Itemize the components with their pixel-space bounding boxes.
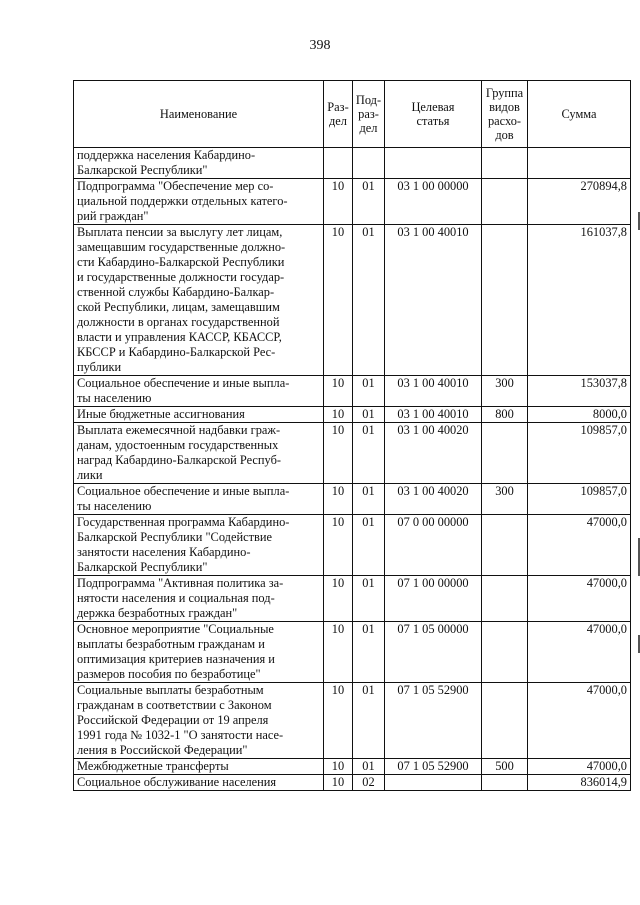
table-row xyxy=(74,775,631,791)
table-row xyxy=(74,515,631,576)
cell-name: Межбюджетные трансферты xyxy=(74,759,324,775)
cell-group xyxy=(482,179,528,225)
cell-sum: 47000,0 xyxy=(528,759,631,775)
table-row xyxy=(74,225,631,376)
cell-subsection: 01 xyxy=(353,576,385,622)
cell-sum: 153037,8 xyxy=(528,376,631,407)
cell-target: 07 1 05 00000 xyxy=(385,622,482,683)
cell-name: Подпрограмма "Обеспечение мер со- циальной поддержки отдельных катего- рий граждан" xyxy=(74,179,324,225)
cell-group xyxy=(482,423,528,484)
cell-sum xyxy=(528,148,631,179)
cell-group: 300 xyxy=(482,376,528,407)
cell-name: Государственная программа Кабардино- Балкарской Республики "Содействие занятости населения Кабардино- Балкарской Республики" xyxy=(74,515,324,576)
cell-name: Выплата пенсии за выслугу лет лицам, замещавшим государственные должно- сти Кабардино-Балкарской Республики и государственные должности государ- ственной службы Кабардино-Балкар- ской Республики, лицам, замещавшим должности в органах государственной власти и управления КАССР, КБАССР, КБССР и Кабардино-Балкарской Рес- публики xyxy=(74,225,324,376)
table-row xyxy=(74,484,631,515)
cell-sum: 836014,9 xyxy=(528,775,631,791)
cell-section: 10 xyxy=(324,179,353,225)
cell-target: 03 1 00 40020 xyxy=(385,423,482,484)
table-row xyxy=(74,622,631,683)
cell-target xyxy=(385,775,482,791)
cell-name: Выплата ежемесячной надбавки граж- данам, удостоенным государственных наград Кабардино-Балкарской Респуб- лики xyxy=(74,423,324,484)
table-row xyxy=(74,148,631,179)
cell-group: 300 xyxy=(482,484,528,515)
cell-section: 10 xyxy=(324,622,353,683)
table-row xyxy=(74,423,631,484)
cell-group xyxy=(482,148,528,179)
cell-subsection: 01 xyxy=(353,376,385,407)
header-name: Наименование xyxy=(74,81,324,148)
cell-target: 07 1 05 52900 xyxy=(385,683,482,759)
cell-target: 03 1 00 40010 xyxy=(385,376,482,407)
cell-subsection: 01 xyxy=(353,515,385,576)
budget-table xyxy=(73,80,631,791)
cell-name: Социальное обслуживание населения xyxy=(74,775,324,791)
cell-target: 07 1 00 00000 xyxy=(385,576,482,622)
cell-target: 07 1 05 52900 xyxy=(385,759,482,775)
cell-name: Социальные выплаты безработным гражданам в соответствии с Законом Российской Федерации от 19 апреля 1991 года № 1032-1 "О занятости насе- ления в Российской Федерации" xyxy=(74,683,324,759)
cell-group xyxy=(482,225,528,376)
cell-subsection xyxy=(353,148,385,179)
cell-subsection: 01 xyxy=(353,622,385,683)
table-row xyxy=(74,759,631,775)
cell-sum: 47000,0 xyxy=(528,683,631,759)
header-group: Группа видов расхо- дов xyxy=(482,81,528,148)
table-row xyxy=(74,576,631,622)
cell-section: 10 xyxy=(324,376,353,407)
page-number: 398 xyxy=(309,38,331,53)
cell-subsection: 01 xyxy=(353,423,385,484)
scan-edge-marks xyxy=(636,0,640,905)
cell-target: 07 0 00 00000 xyxy=(385,515,482,576)
cell-subsection: 01 xyxy=(353,225,385,376)
cell-subsection: 01 xyxy=(353,759,385,775)
cell-section: 10 xyxy=(324,759,353,775)
cell-section: 10 xyxy=(324,423,353,484)
cell-subsection: 01 xyxy=(353,484,385,515)
cell-group xyxy=(482,683,528,759)
cell-name: Социальное обеспечение и иные выпла- ты населению xyxy=(74,376,324,407)
cell-sum: 47000,0 xyxy=(528,576,631,622)
cell-name: Иные бюджетные ассигнования xyxy=(74,407,324,423)
cell-target: 03 1 00 40010 xyxy=(385,407,482,423)
table-row xyxy=(74,683,631,759)
cell-section: 10 xyxy=(324,484,353,515)
cell-section: 10 xyxy=(324,683,353,759)
cell-target: 03 1 00 40010 xyxy=(385,225,482,376)
cell-subsection: 01 xyxy=(353,179,385,225)
cell-section: 10 xyxy=(324,225,353,376)
cell-section: 10 xyxy=(324,515,353,576)
cell-section: 10 xyxy=(324,775,353,791)
cell-sum: 47000,0 xyxy=(528,622,631,683)
cell-subsection: 01 xyxy=(353,683,385,759)
cell-group xyxy=(482,576,528,622)
table-row xyxy=(74,407,631,423)
cell-target: 03 1 00 40020 xyxy=(385,484,482,515)
cell-section: 10 xyxy=(324,407,353,423)
cell-sum: 47000,0 xyxy=(528,515,631,576)
cell-subsection: 01 xyxy=(353,407,385,423)
cell-group xyxy=(482,622,528,683)
cell-group: 800 xyxy=(482,407,528,423)
cell-section: 10 xyxy=(324,576,353,622)
cell-target xyxy=(385,148,482,179)
table-row xyxy=(74,376,631,407)
cell-name: Основное мероприятие "Социальные выплаты безработным гражданам и оптимизация критериев назначения и размеров пособия по безработице" xyxy=(74,622,324,683)
cell-subsection: 02 xyxy=(353,775,385,791)
header-section: Раз- дел xyxy=(324,81,353,148)
cell-sum: 109857,0 xyxy=(528,423,631,484)
cell-group xyxy=(482,775,528,791)
cell-group: 500 xyxy=(482,759,528,775)
table-row xyxy=(74,179,631,225)
cell-name: Подпрограмма "Активная политика за- нятости населения и социальная под- держка безработных граждан" xyxy=(74,576,324,622)
header-subsection: Под- раз- дел xyxy=(353,81,385,148)
cell-group xyxy=(482,515,528,576)
cell-sum: 270894,8 xyxy=(528,179,631,225)
header-sum: Сумма xyxy=(528,81,631,148)
cell-target: 03 1 00 00000 xyxy=(385,179,482,225)
header-target: Целевая статья xyxy=(385,81,482,148)
cell-name: Социальное обеспечение и иные выпла- ты населению xyxy=(74,484,324,515)
cell-sum: 109857,0 xyxy=(528,484,631,515)
cell-sum: 161037,8 xyxy=(528,225,631,376)
table-header-row xyxy=(74,81,631,148)
cell-name: поддержка населения Кабардино- Балкарской Республики" xyxy=(74,148,324,179)
cell-section xyxy=(324,148,353,179)
cell-sum: 8000,0 xyxy=(528,407,631,423)
